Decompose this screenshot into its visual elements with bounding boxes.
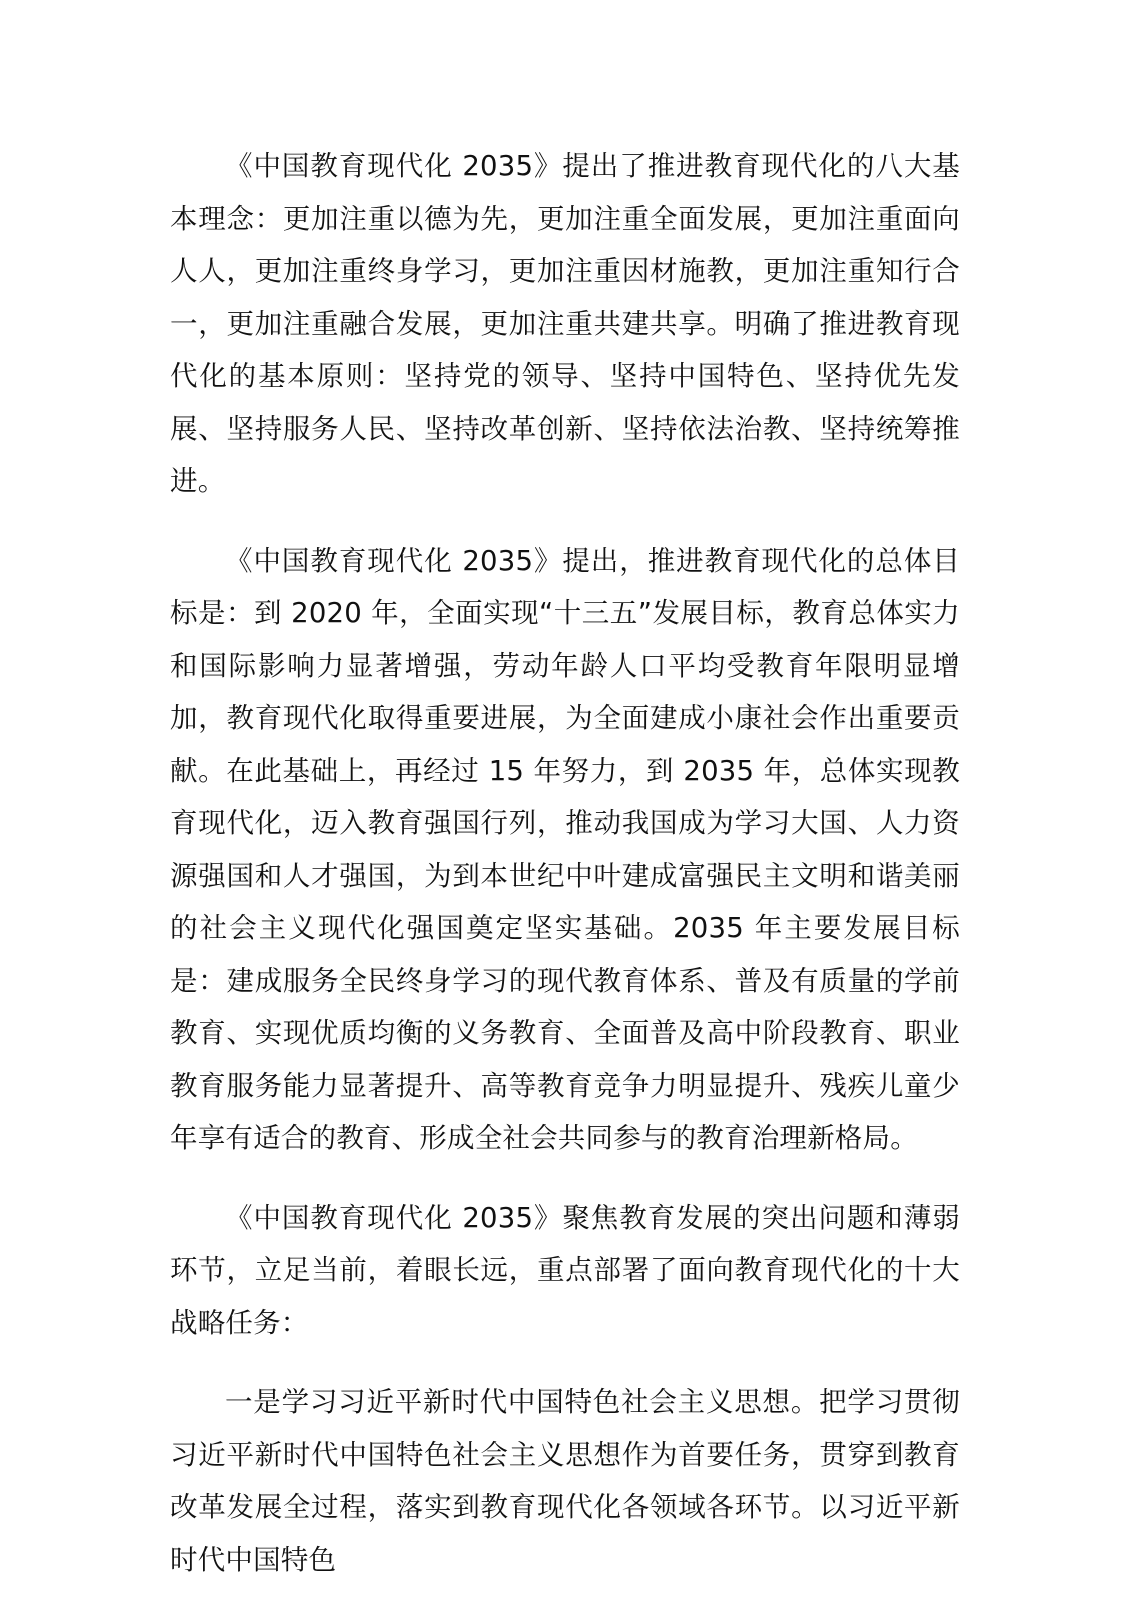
paragraph-strategic-tasks-intro: 《中国教育现代化 2035》聚焦教育发展的突出问题和薄弱环节，立足当前，着眼长远，重点部署了面向教育现代化的十大战略任务： bbox=[170, 1201, 960, 1339]
paragraph-basic-concepts: 《中国教育现代化 2035》提出了推进教育现代化的八大基本理念：更加注重以德为先，更加注重全面发展，更加注重面向人人，更加注重终身学习，更加注重因材施教，更加注重知行合一，更加注重融合发展，更加注重共建共享。明确了推进教育现代化的基本原则：坚持党的领导、坚持中国特色、坚持优先发展、坚持服务人民、坚持改革创新、坚持依法治教、坚持统筹推进。 bbox=[170, 150, 960, 497]
document-page bbox=[170, 140, 960, 1586]
paragraph-task-one: 一是学习习近平新时代中国特色社会主义思想。把学习贯彻习近平新时代中国特色社会主义思想作为首要任务，贯穿到教育改革发展全过程，落实到教育现代化各领域各环节。以习近平新时代中国特色 bbox=[170, 1386, 960, 1576]
paragraph-overall-goals: 《中国教育现代化 2035》提出，推进教育现代化的总体目标是：到 2020 年，全面实现“十三五”发展目标，教育总体实力和国际影响力显著增强，劳动年龄人口平均受教育年限明显增加，教育现代化取得重要进展，为全面建成小康社会作出重要贡献。在此基础上，再经过 15 年努力，到 2035 年，总体实现教育现代化，迈入教育强国行列，推动我国成为学习大国、人力资源强国和人才强国，为到本世纪中叶建成富强民主文明和谐美丽的社会主义现代化强国奠定坚实基础。2035 年主要发展目标是：建成服务全民终身学习的现代教育体系、普及有质量的学前教育、实现优质均衡的义务教育、全面普及高中阶段教育、职业教育服务能力显著提升、高等教育竞争力明显提升、残疾儿童少年享有适合的教育、形成全社会共同参与的教育治理新格局。 bbox=[170, 544, 960, 1154]
